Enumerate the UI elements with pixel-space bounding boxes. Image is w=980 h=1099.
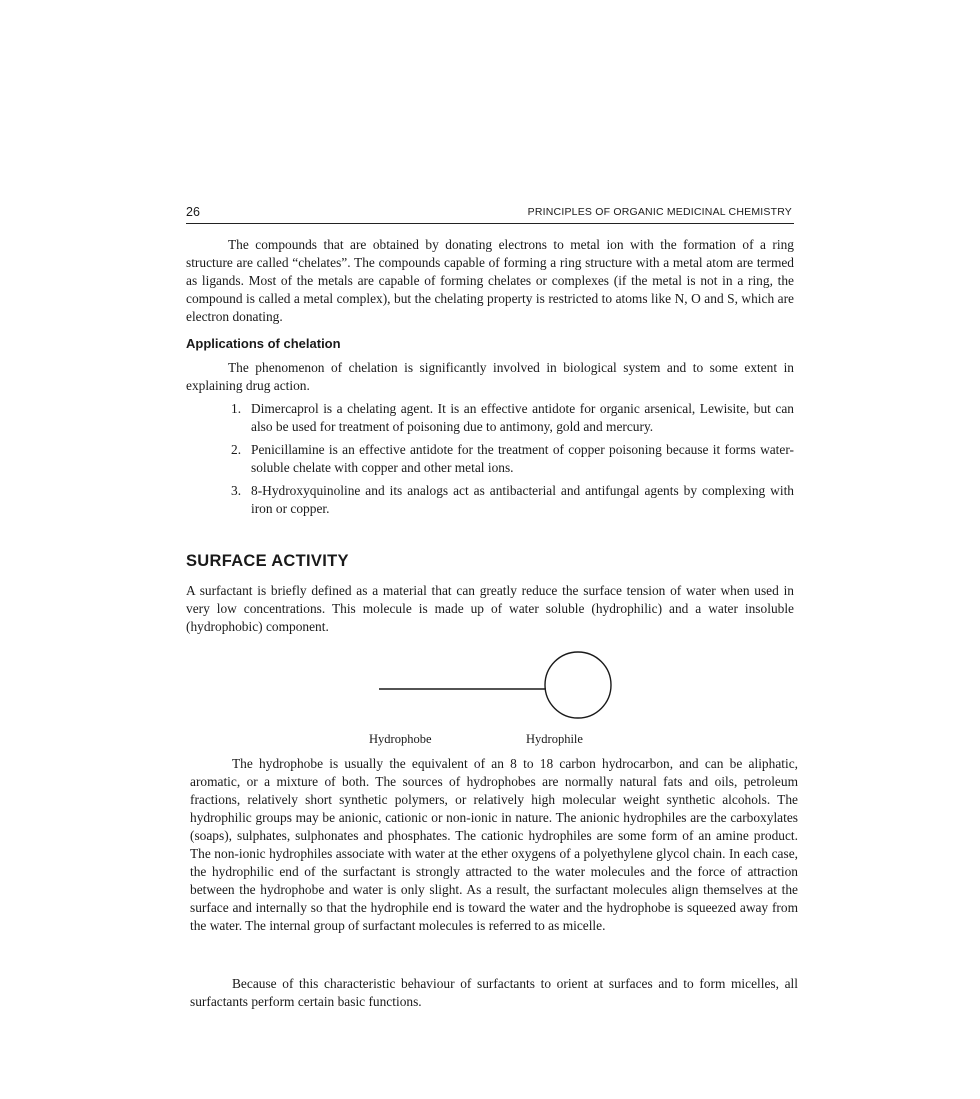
chelates-paragraph: The compounds that are obtained by donating electrons to metal ion with the formation of a ring structure are called “chelates”. The compounds capable of forming a ring structure with a metal atom are termed as ligands. Most of the metals are capable of forming chelates or complexes (if the metal is not in a ring, the compound is called a metal complex), but the chelating property is restricted to atoms like N, O and S, which are electron donating. xyxy=(186,237,794,324)
hydrophobe-paragraph: The hydrophobe is usually the equivalent of an 8 to 18 carbon hydrocarbon, and can be aliphatic, aromatic, or a mixture of both. The sources of hydrophobes are normally natural fats and oils, petroleum fractions, relatively short synthetic polymers, or relatively high molecular weight synthetic alcohols. The hydrophilic groups may be anionic, cationic or non-ionic in nature. The anionic hydrophiles are the carboxylates (soaps), sulphates, sulphonates and phosphates. The cationic hydrophiles are some form of an amine product. The non-ionic hydrophiles associate with water at the ether oxygens of a polyethylene glycol chain. In each case, the hydrophilic end of the surfactant is strongly attracted to the water molecules and the force of attraction between the hydrophobe and water is only slight. As a result, the surfactant molecules align themselves at the surface and internally so that the hydrophile end is toward the water and the hydrophobe is squeezed away from the water. The internal group of surfactant molecules is referred to as micelle. xyxy=(190,756,798,933)
list-item xyxy=(231,400,794,436)
list-item-text: Dimercaprol is a chelating agent. It is an effective antidote for organic arsenical, Lewisite, but can also be used for treatment of poisoning due to antimony, gold and mercury. xyxy=(251,401,794,434)
surfactant-definition-paragraph: A surfactant is briefly defined as a material that can greatly reduce the surface tension of water when used in very low concentrations. This molecule is made up of water soluble (hydrophilic) and a water insoluble (hydrophobic) component. xyxy=(186,583,794,634)
page-number: 26 xyxy=(186,205,200,219)
list-item-text: Penicillamine is an effective antidote for the treatment of copper poisoning because it forms water-soluble chelate with copper and other metal ions. xyxy=(251,442,794,475)
list-item-number: 3. xyxy=(231,483,242,498)
running-header xyxy=(186,205,794,221)
hydrophile-head xyxy=(545,652,611,718)
list-item-text: 8-Hydroxyquinoline and its analogs act as antibacterial and antifungal agents by complexing with iron or copper. xyxy=(251,483,794,516)
list-item-number: 1. xyxy=(231,401,242,416)
book-title: PRINCIPLES OF ORGANIC MEDICINAL CHEMISTRY xyxy=(527,206,792,218)
list-item xyxy=(231,441,794,477)
surfactant-diagram-svg xyxy=(376,648,616,723)
list-item-number: 2. xyxy=(231,442,242,457)
list-item xyxy=(231,482,794,518)
hydrophobe-label: Hydrophobe xyxy=(369,732,432,746)
header-rule xyxy=(186,223,794,224)
hydrophile-label: Hydrophile xyxy=(526,732,583,746)
functions-paragraph: Because of this characteristic behaviour of surfactants to orient at surfaces and to form micelles, all surfactants perform certain basic functions. xyxy=(190,976,798,1009)
applications-heading: Applications of chelation xyxy=(186,336,341,351)
applications-list xyxy=(231,400,794,523)
surface-activity-heading: SURFACE ACTIVITY xyxy=(186,552,349,570)
surfactant-diagram xyxy=(376,648,616,723)
applications-paragraph: The phenomenon of chelation is significantly involved in biological system and to some extent in explaining drug action. xyxy=(186,360,794,393)
